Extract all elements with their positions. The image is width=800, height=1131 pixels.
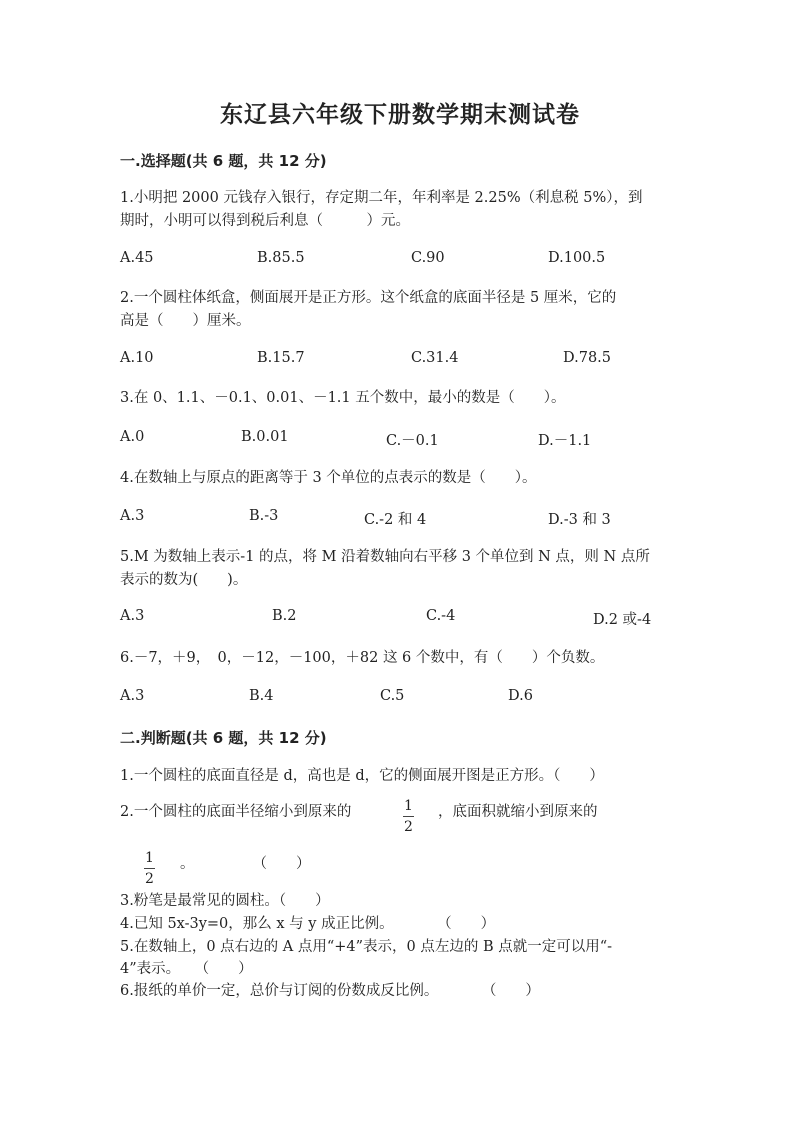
question-1-option-d: D.100.5 — [548, 250, 606, 266]
judgement-2-part-3: 。 （ ） — [180, 856, 311, 872]
judgement-5-line-2: 4”表示。 （ ） — [120, 961, 253, 977]
section-heading-choice: 一.选择题(共 6 题，共 12 分) — [120, 152, 327, 170]
question-3-option-a: A.0 — [120, 429, 145, 445]
question-1-line-2: 期时，小明可以得到税后利息（ ）元。 — [120, 213, 410, 229]
judgement-4: 4.已知 5x-3y=0，那么 x 与 y 成正比例。 （ ） — [120, 916, 496, 932]
fraction-denominator: 2 — [145, 871, 154, 887]
question-4-option-a: A.3 — [120, 508, 145, 524]
question-2-option-c: C.31.4 — [411, 350, 459, 366]
question-4-option-c: C.-2 和 4 — [364, 512, 427, 528]
question-5-option-d: D.2 或-4 — [593, 612, 652, 628]
fraction-one-half — [403, 798, 414, 835]
section-heading-judgement: 二.判断题(共 6 题，共 12 分) — [120, 729, 327, 747]
judgement-6: 6.报纸的单价一定，总价与订阅的份数成反比例。 （ ） — [120, 983, 540, 999]
question-6-line-1: 6.－7，＋9， 0，－12，－100，＋82 这 6 个数中，有（ ）个负数。 — [120, 650, 605, 666]
question-3-option-c: C.－0.1 — [386, 433, 439, 449]
question-2-line-1: 2.一个圆柱体纸盒，侧面展开是正方形。这个纸盒的底面半径是 5 厘米，它的 — [120, 290, 617, 306]
question-5-option-b: B.2 — [272, 608, 297, 624]
question-3-option-b: B.0.01 — [241, 429, 289, 445]
question-3-line-1: 3.在 0、1.1、－0.1、0.01、－1.1 五个数中，最小的数是（ ）。 — [120, 390, 566, 406]
question-4-line-1: 4.在数轴上与原点的距离等于 3 个单位的点表示的数是（ ）。 — [120, 470, 537, 486]
question-6-option-d: D.6 — [508, 688, 533, 704]
question-5-line-1: 5.M 为数轴上表示-1 的点，将 M 沿着数轴向右平移 3 个单位到 N 点，则 N 点所 — [120, 549, 650, 565]
fraction-numerator: 1 — [145, 850, 154, 866]
fraction-one-half-second — [144, 850, 155, 887]
question-1-option-b: B.85.5 — [257, 250, 305, 266]
question-4-option-d: D.-3 和 3 — [548, 512, 611, 528]
question-3-option-d: D.－1.1 — [538, 433, 592, 449]
question-1-option-a: A.45 — [120, 250, 154, 266]
judgement-2-part-2: ，底面积就缩小到原来的 — [438, 804, 598, 820]
judgement-1: 1.一个圆柱的底面直径是 d，高也是 d，它的侧面展开图是正方形。（ ） — [120, 768, 604, 784]
question-6-option-b: B.4 — [249, 688, 274, 704]
judgement-5-line-1: 5.在数轴上，0 点右边的 A 点用“+4”表示，0 点左边的 B 点就一定可以用“- — [120, 939, 613, 955]
question-1-line-1: 1.小明把 2000 元钱存入银行，存定期二年，年利率是 2.25%（利息税 5%），到 — [120, 190, 643, 206]
question-5-option-c: C.-4 — [426, 608, 456, 624]
question-2-option-d: D.78.5 — [563, 350, 612, 366]
fraction-bar — [403, 816, 414, 817]
question-1-option-c: C.90 — [411, 250, 445, 266]
question-2-option-b: B.15.7 — [257, 350, 305, 366]
question-6-option-a: A.3 — [120, 688, 145, 704]
question-6-option-c: C.5 — [380, 688, 405, 704]
judgement-3: 3.粉笔是最常见的圆柱。（ ） — [120, 893, 330, 909]
question-5-option-a: A.3 — [120, 608, 145, 624]
fraction-numerator: 1 — [404, 798, 413, 814]
question-2-line-2: 高是（ ）厘米。 — [120, 313, 251, 329]
judgement-2-part-1: 2.一个圆柱的底面半径缩小到原来的 — [120, 804, 352, 820]
fraction-denominator: 2 — [404, 819, 413, 835]
exam-title: 东辽县六年级下册数学期末测试卷 — [220, 101, 580, 128]
question-2-option-a: A.10 — [120, 350, 154, 366]
fraction-bar — [144, 868, 155, 869]
question-4-option-b: B.-3 — [249, 508, 279, 524]
question-5-line-2: 表示的数为( )。 — [120, 572, 248, 588]
